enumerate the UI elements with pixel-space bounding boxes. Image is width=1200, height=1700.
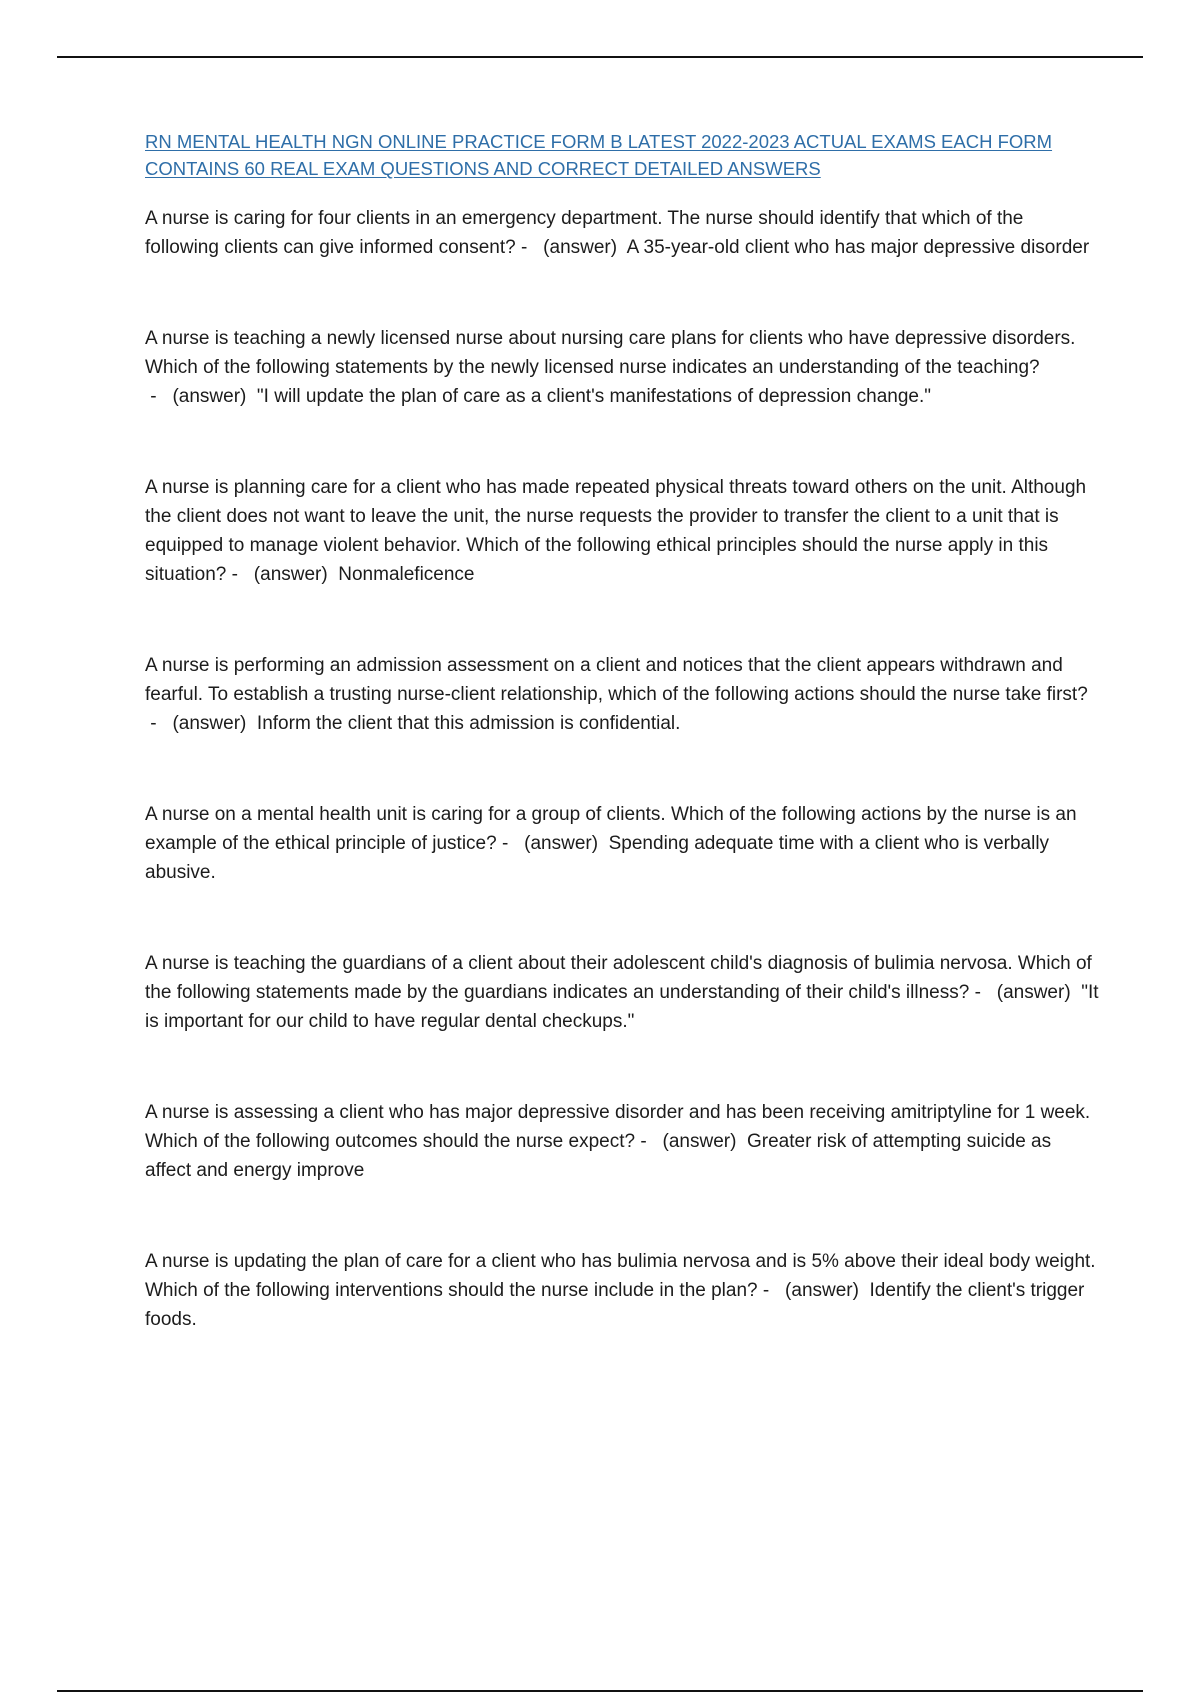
- qa-item: [145, 204, 1100, 262]
- answer-tag: (answer): [167, 386, 257, 407]
- separator: -: [496, 833, 519, 854]
- answer-text: A 35-year-old client who has major depressive disorder: [626, 237, 1090, 258]
- question-text: A nurse is performing an admission assessment on a client and notices that the client appears withdrawn and fearful. To establish a trusting nurse-client relationship, which of the following actions should the nurse take first?: [145, 655, 1088, 705]
- qa-item: [145, 1247, 1100, 1334]
- answer-text: Greater risk of attempting suicide as affect and energy improve: [145, 1131, 1052, 1181]
- answer-tag: (answer): [537, 237, 627, 258]
- separator: -: [635, 1131, 658, 1152]
- answer-tag: (answer): [779, 1280, 870, 1301]
- document-title[interactable]: RN MENTAL HEALTH NGN ONLINE PRACTICE FORM B LATEST 2022-2023 ACTUAL EXAMS EACH FORM CONTAINS 60 REAL EXAM QUESTIONS AND CORRECT DETAILED ANSWERS: [145, 131, 1053, 179]
- qa-item: [145, 324, 1100, 411]
- footer-rule: [57, 1690, 1143, 1692]
- answer-text: Inform the client that this admission is confidential.: [256, 713, 681, 734]
- qa-item: [145, 473, 1100, 589]
- qa-item: [145, 800, 1100, 887]
- separator: -: [515, 237, 538, 258]
- qa-item: [145, 651, 1100, 738]
- answer-text: Nonmaleficence: [338, 564, 475, 585]
- answer-text: "It is important for our child to have regular dental checkups.": [145, 982, 1099, 1032]
- answer-tag: (answer): [657, 1131, 747, 1152]
- qa-item: [145, 1098, 1100, 1185]
- question-text: A nurse on a mental health unit is caring for a group of clients. Which of the following actions by the nurse is an example of the ethical principle of justice?: [145, 804, 1077, 854]
- answer-tag: (answer): [167, 713, 257, 734]
- separator: -: [145, 713, 168, 734]
- question-text: A nurse is teaching a newly licensed nurse about nursing care plans for clients who have depressive disorders. Which of the following statements by the newly licensed nurse indicates an understanding of the teaching?: [145, 328, 1076, 378]
- answer-tag: (answer): [248, 564, 339, 585]
- question-text: A nurse is planning care for a client who has made repeated physical threats toward others on the unit. Although the client does not want to leave the unit, the nurse requests the provider to transfer the client to a unit that is equipped to manage violent behavior. Which of the following ethical principles should the nurse apply in this situation?: [145, 477, 1087, 585]
- document-body: [145, 128, 1100, 1334]
- answer-text: Identify the client's trigger foods.: [145, 1280, 1085, 1330]
- answer-text: Spending adequate time with a client who is verbally abusive.: [145, 833, 1050, 883]
- question-text: A nurse is updating the plan of care for a client who has bulimia nervosa and is 5% above their ideal body weight. Which of the following interventions should the nurse include in the plan?: [145, 1251, 1096, 1301]
- separator: -: [757, 1280, 780, 1301]
- separator: -: [969, 982, 992, 1003]
- header-rule: [57, 56, 1143, 58]
- question-text: A nurse is teaching the guardians of a client about their adolescent child's diagnosis of bulimia nervosa. Which of the following statements made by the guardians indicates an understanding of their child's illness?: [145, 953, 1092, 1003]
- qa-item: [145, 949, 1100, 1036]
- answer-tag: (answer): [991, 982, 1082, 1003]
- separator: -: [145, 386, 168, 407]
- question-text: A nurse is caring for four clients in an emergency department. The nurse should identify that which of the following clients can give informed consent?: [145, 208, 1024, 258]
- answer-text: "I will update the plan of care as a client's manifestations of depression change.": [256, 386, 931, 407]
- separator: -: [226, 564, 249, 585]
- question-text: A nurse is assessing a client who has major depressive disorder and has been receiving amitriptyline for 1 week. Which of the following outcomes should the nurse expect?: [145, 1102, 1091, 1152]
- answer-tag: (answer): [518, 833, 609, 854]
